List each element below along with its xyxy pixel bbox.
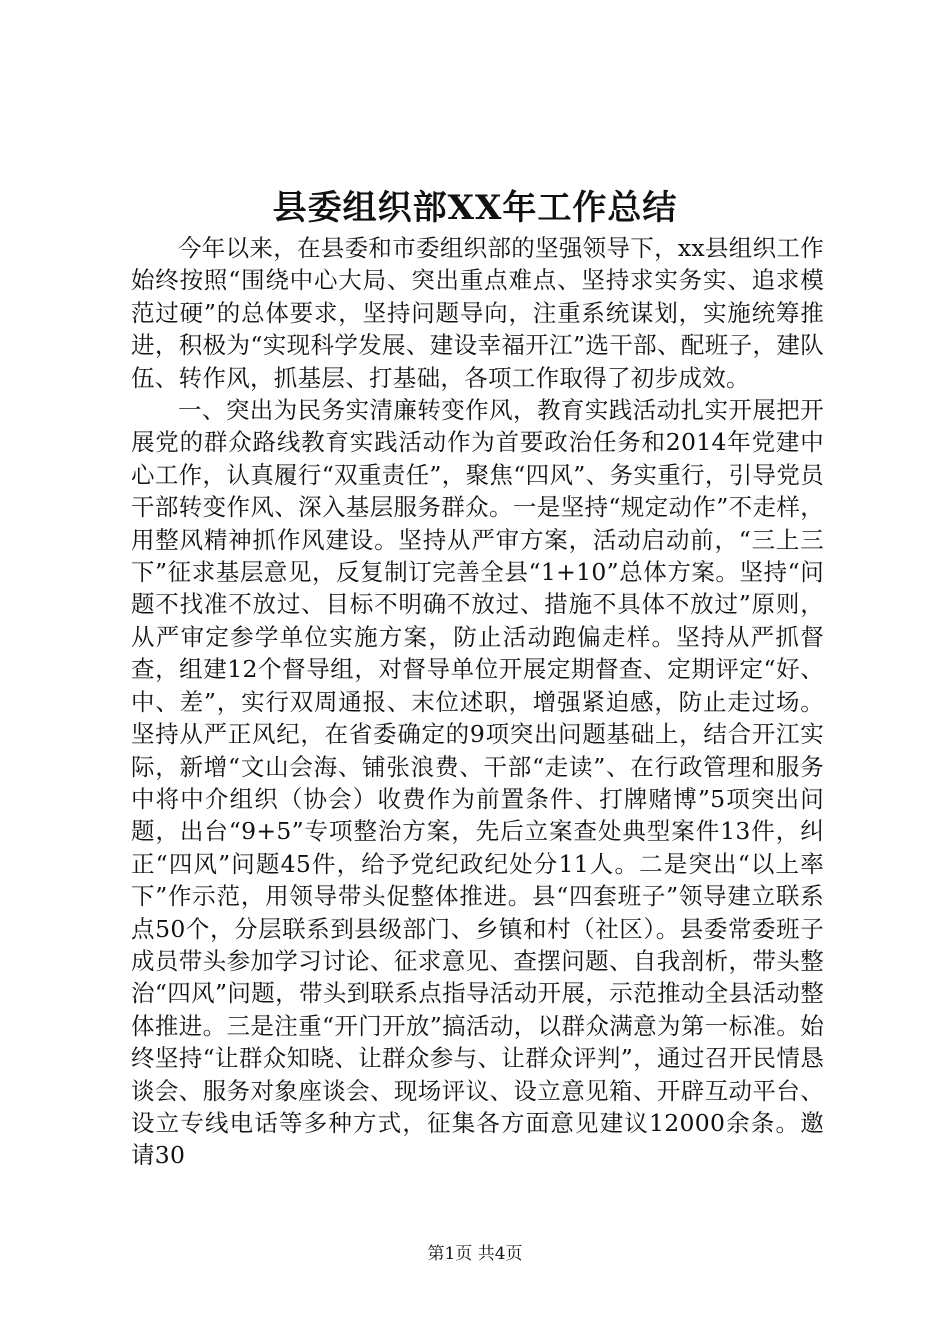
page-number-footer: 第1页 共4页 <box>427 1244 523 1264</box>
paragraph-section-one: 一、突出为民务实清廉转变作风，教育实践活动扎实开展把开展党的群众路线教育实践活动作为首要政治任务和2014年党建中心工作，认真履行“双重责任”，聚焦“四风”、务实重行，引导党员干部转变作风、深入基层服务群众。一是坚持“规定动作”不走样，用整风精神抓作风建设。坚持从严审方案，活动启动前，“三上三下”征求基层意见，反复制订完善全县“1+10”总体方案。坚持“问题不找准不放过、目标不明确不放过、措施不具体不放过”原则，从严审定参学单位实施方案，防止活动跑偏走样。坚持从严抓督查，组建12个督导组，对督导单位开展定期督查、定期评定“好、中、差”，实行双周通报、末位述职，增强紧迫感，防止走过场。坚持从严正风纪，在省委确定的9项突出问题基础上，结合开江实际，新增“文山会海、铺张浪费、干部“走读”、在行政管理和服务中将中介组织（协会）收费作为前置条件、打牌赌博”5项突出问题，出台“9+5”专项整治方案，先后立案查处典型案件13件，纠正“四风”问题45件，给予党纪政纪处分11人。二是突出“以上率下”作示范，用领导带头促整体推进。县“四套班子”领导建立联系点50个，分层联系到县级部门、乡镇和村（社区）。县委常委班子成员带头参加学习讨论、征求意见、查摆问题、自我剖析，带头整治“四风”问题，带头到联系点指导活动开展，示范推动全县活动整体推进。三是注重“开门开放”搞活动，以群众满意为第一标准。始终坚持“让群众知晓、让群众参与、让群众评判”，通过召开民情恳谈会、服务对象座谈会、现场评议、设立意见箱、开辟互动平台、设立专线电话等多种方式，征集各方面意见建议12000余条。邀请30 <box>131 396 824 1170</box>
document-body <box>131 232 824 1172</box>
document-title: 县委组织部XX年工作总结 <box>272 188 678 228</box>
paragraph-intro: 今年以来，在县委和市委组织部的坚强领导下，xx县组织工作始终按照“围绕中心大局、突出重点难点、坚持求实务实、追求模范过硬”的总体要求，坚持问题导向，注重系统谋划，实施统筹推进，积极为“实现科学发展、建设幸福开江”选干部、配班子，建队伍、转作风，抓基层、打基础，各项工作取得了初步成效。 <box>131 234 824 392</box>
